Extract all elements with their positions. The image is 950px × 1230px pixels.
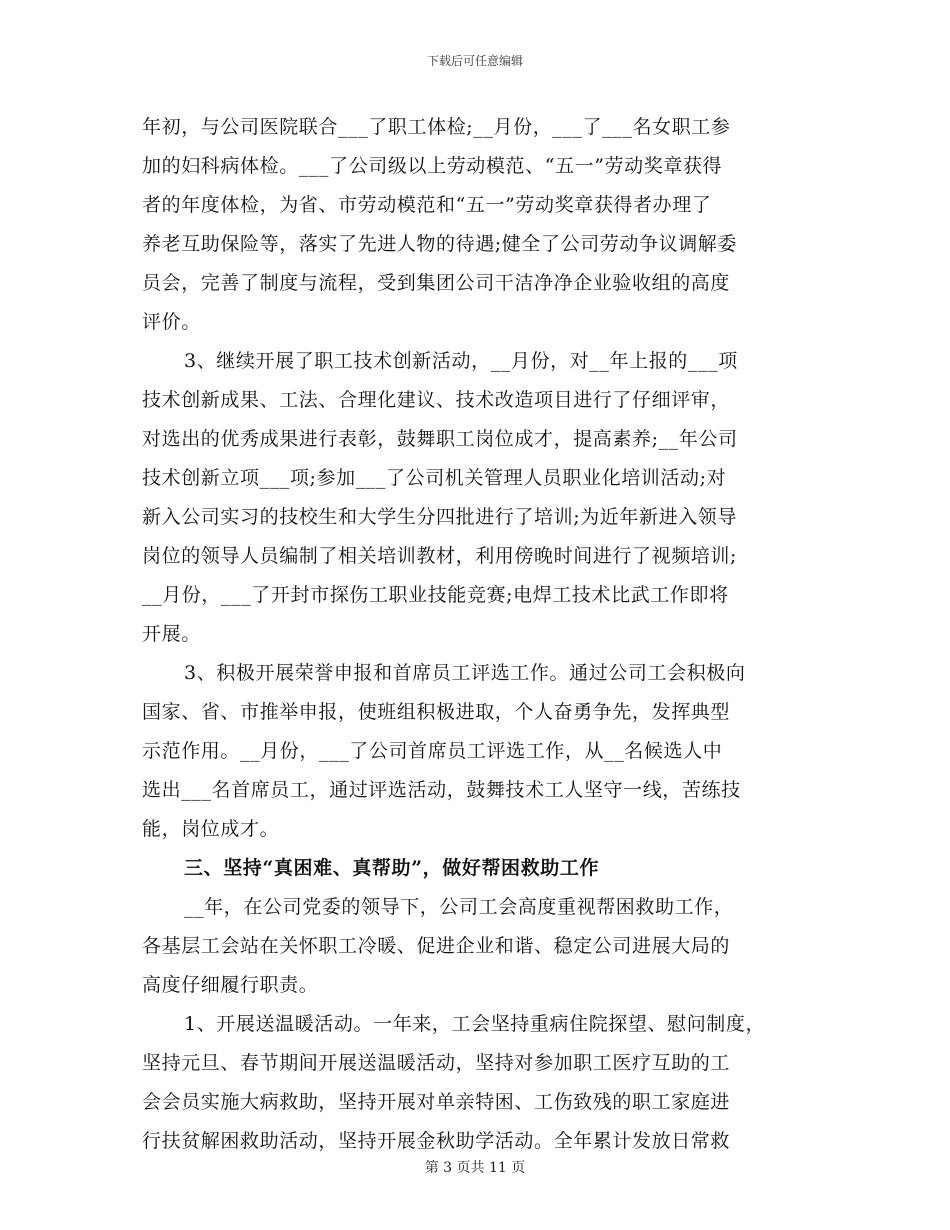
body-line: 会会员实施大病救助，坚持开展对单亲特困、工伤致残的职工家庭进 [142,1091,731,1113]
body-line: 技术创新成果、工法、合理化建议、技术改造项目进行了仔细评审， [142,389,731,411]
body-line: 坚持元旦、春节期间开展送温暖活动，坚持对参加职工医疗互助的工 [142,1052,731,1074]
body-line: 者的年度体检，为省、市劳动模范和“五一”劳动奖章获得者办理了 [142,194,712,216]
body-line: 岗位的领导人员编制了相关培训教材，利用傍晚时间进行了视频培训; [142,545,738,567]
body-line: 新入公司实习的技校生和大学生分四批进行了培训;为近年新进入领导 [142,506,738,528]
body-line: 示范作用。__月份，___了公司首席员工评选工作，从__名候选人中 [142,740,723,762]
body-line: 养老互助保险等，落实了先进人物的待遇;健全了公司劳动争议调解委 [142,233,738,255]
document-body [142,108,808,1161]
body-line: 年初，与公司医院联合___了职工体检;__月份，___了___名女职工参 [142,116,731,138]
body-line: 国家、省、市推举申报，使班组积极进取，个人奋勇争先，发挥典型 [142,701,731,723]
paragraph-start-line: 3、继续开展了职工技术创新活动，__月份，对__年上报的___项 [184,350,738,372]
page-footer: 第 3 页共 11 页 [424,1160,526,1176]
paragraph-start-line: 3、积极开展荣誉申报和首席员工评选工作。通过公司工会积极向 [184,662,746,684]
body-line: 能，岗位成才。 [142,818,280,840]
body-line: 员会，完善了制度与流程，受到集团公司干洁净净企业验收组的高度 [142,272,731,294]
body-line: 高度仔细履行职责。 [142,974,319,996]
paragraph-start-line: __年，在公司党委的领导下，公司工会高度重视帮困救助工作， [184,896,734,918]
body-line: 开展。 [142,623,201,645]
body-line: 对选出的优秀成果进行表彰，鼓舞职工岗位成才，提高素养;__年公司 [142,428,738,450]
body-line: 行扶贫解困救助活动，坚持开展金秋助学活动。全年累计发放日常救 [142,1130,731,1152]
body-line: 各基层工会站在关怀职工冷暖、促进企业和谐、稳定公司进展大局的 [142,935,731,957]
body-line: 加的妇科病体检。___了公司级以上劳动模范、“五一”劳动奖章获得 [142,155,723,177]
paragraph-start-line: 1、开展送温暖活动。一年来，工会坚持重病住院探望、慰问制度， [184,1013,766,1035]
body-line: 评价。 [142,311,201,333]
body-line: 技术创新立项___项;参加___了公司机关管理人员职业化培训活动;对 [142,467,727,489]
body-line: __月份，___了开封市探伤工职业技能竞赛;电焊工技术比武工作即将 [142,584,729,606]
body-line: 选出___名首席员工，通过评选活动，鼓舞技术工人坚守一线，苦练技 [142,779,741,801]
section-heading: 三、坚持“真困难、真帮助”，做好帮困救助工作 [184,857,600,879]
page-header: 下载后可任意编辑 [426,54,523,68]
